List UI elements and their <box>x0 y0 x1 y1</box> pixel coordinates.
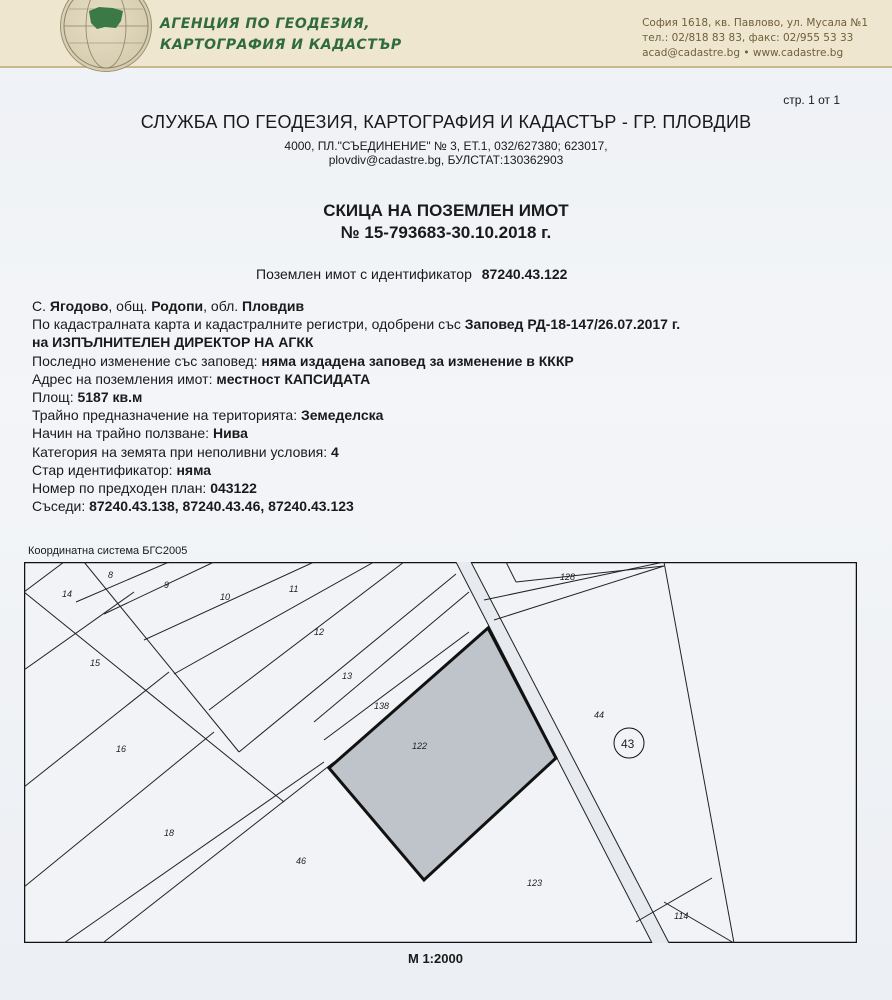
old-id-line <box>32 461 680 479</box>
parcel-label-8: 8 <box>108 570 114 580</box>
region-prefix: , обл. <box>203 298 239 314</box>
office-address-line1: 4000, ПЛ."СЪЕДИНЕНИЕ" № 3, ЕТ.1, 032/627380; 623017, <box>284 139 608 153</box>
prev-plan-value: 043122 <box>210 480 257 497</box>
map-scale: М 1:2000 <box>408 951 463 966</box>
last-change-label: Последно изменение със заповед: <box>32 352 258 369</box>
address-value: местност КАПСИДАТА <box>216 370 371 387</box>
parcel-label-46: 46 <box>296 856 307 866</box>
parcel-label-122: 122 <box>412 741 428 751</box>
parcel-label-123: 123 <box>527 878 543 888</box>
neighbors-label: Съседи: <box>32 498 86 515</box>
parcel-label-44: 44 <box>594 710 605 720</box>
old-id-value: няма <box>176 461 212 478</box>
purpose-line <box>32 406 680 424</box>
village: Ягодово <box>49 298 109 314</box>
municipality: Родопи <box>151 298 204 314</box>
address-line <box>32 370 680 388</box>
parcel-label-13: 13 <box>342 671 353 681</box>
agency-globe-logo <box>60 0 152 72</box>
agency-name-line2: КАРТОГРАФИЯ И КАДАСТЪР <box>160 37 402 53</box>
parcel-label-15: 15 <box>90 658 101 668</box>
neighbors-value: 87240.43.138, 87240.43.46, 87240.43.123 <box>89 498 354 515</box>
category-value: 4 <box>331 443 339 460</box>
order-issuer: на ИЗПЪЛНИТЕЛЕН ДИРЕКТОР НА АГКК <box>32 334 314 351</box>
document-title-block <box>0 200 892 244</box>
parcel-label-14: 14 <box>62 589 73 599</box>
area-label: Площ: <box>32 389 74 406</box>
category-line <box>32 443 680 461</box>
identifier-value: 87240.43.122 <box>481 266 568 282</box>
parcel-label-12: 12 <box>314 627 325 637</box>
cadastral-map <box>24 562 857 943</box>
agency-phone: тел.: 02/818 83 83, факс: 02/955 53 33 <box>642 32 854 44</box>
use-line <box>32 424 680 442</box>
order-number: Заповед РД-18-147/26.07.2017 г. <box>464 316 681 333</box>
identifier-label: Поземлен имот с идентификатор <box>256 266 472 282</box>
agency-header <box>0 0 892 68</box>
use-label: Начин на трайно ползване: <box>32 425 210 442</box>
area-line <box>32 388 680 406</box>
agency-name <box>160 14 402 56</box>
region: Пловдив <box>242 298 305 314</box>
purpose-label: Трайно предназначение на територията: <box>32 407 298 424</box>
document-number: № 15-793683-30.10.2018 г. <box>340 223 552 242</box>
agency-address: София 1618, кв. Павлово, ул. Мусала №1 <box>642 17 868 29</box>
village-prefix: С. <box>32 298 46 314</box>
municipality-prefix: , общ. <box>108 298 148 314</box>
address-label: Адрес на поземления имот: <box>32 370 213 387</box>
parcel-label-10: 10 <box>220 592 231 602</box>
coordinate-system: Координатна система БГС2005 <box>28 545 188 557</box>
block-43-label: 43 <box>621 737 635 751</box>
agency-contact <box>642 16 868 61</box>
order-issuer-line <box>32 333 680 351</box>
order-prefix: По кадастралната карта и кадастралните регистри, одобрени със <box>32 316 461 333</box>
purpose-value: Земеделска <box>300 407 384 424</box>
area-value: 5187 кв.м <box>77 389 143 406</box>
parcel-label-11: 11 <box>289 584 299 594</box>
parcel-label-128: 128 <box>560 572 576 582</box>
neighbors-line <box>32 497 680 515</box>
parcel-label-9: 9 <box>164 580 170 590</box>
parcel-label-18: 18 <box>164 828 175 838</box>
document-title: СКИЦА НА ПОЗЕМЛЕН ИМОТ <box>323 201 569 220</box>
category-label: Категория на земята при неполивни условия: <box>32 443 328 460</box>
parcel-label-114: 114 <box>674 911 689 921</box>
parcel-details <box>32 297 680 515</box>
old-id-label: Стар идентификатор: <box>32 461 173 478</box>
page-number: стр. 1 от 1 <box>783 93 840 107</box>
parcel-label-138: 138 <box>374 701 390 711</box>
location-line <box>32 297 680 315</box>
use-value: Нива <box>212 425 248 442</box>
office-address <box>0 139 892 167</box>
last-change-value: няма издадена заповед за изменение в КККР <box>261 352 574 369</box>
office-address-line2: plovdiv@cadastre.bg, БУЛСТАТ:130362903 <box>328 153 564 167</box>
parcel-label-16: 16 <box>116 744 127 754</box>
parcel-identifier <box>256 266 567 282</box>
last-change-line <box>32 352 680 370</box>
agency-name-line1: АГЕНЦИЯ ПО ГЕОДЕЗИЯ, <box>160 16 371 32</box>
prev-plan-line <box>32 479 680 497</box>
agency-web: acad@cadastre.bg • www.cadastre.bg <box>642 47 844 59</box>
office-title: СЛУЖБА ПО ГЕОДЕЗИЯ, КАРТОГРАФИЯ И КАДАСТЪР - ГР. ПЛОВДИВ <box>140 112 752 132</box>
order-line <box>32 315 680 333</box>
prev-plan-label: Номер по предходен план: <box>32 480 207 497</box>
